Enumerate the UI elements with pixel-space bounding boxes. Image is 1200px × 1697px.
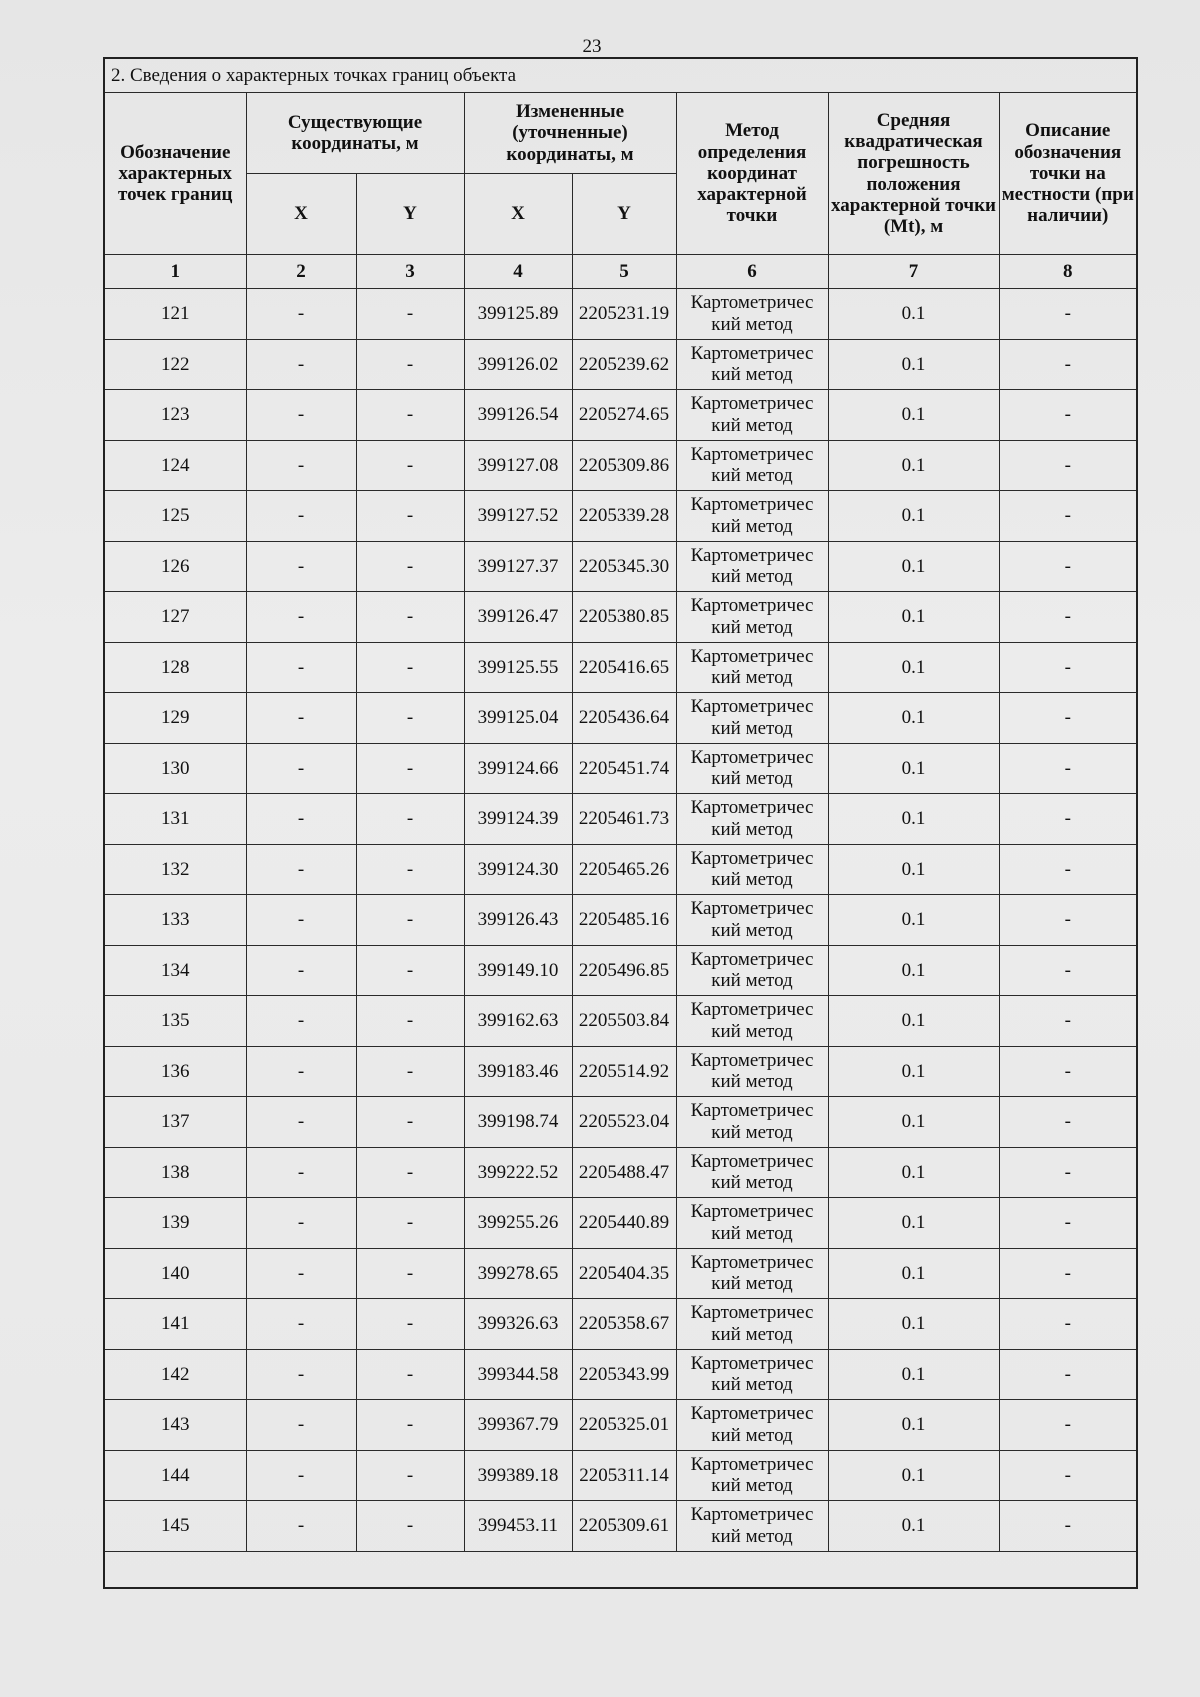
existing-x-cell: - [246,1450,356,1501]
changed-x-cell: 399453.11 [464,1501,572,1552]
method-cell: Картометричес кий метод [676,390,828,441]
table-row [104,1097,1137,1148]
table-row [104,996,1137,1047]
point-id-cell: 124 [104,440,246,491]
description-cell: - [999,1046,1137,1097]
table-row [104,592,1137,643]
existing-x-cell: - [246,339,356,390]
existing-x-cell: - [246,693,356,744]
table-row [104,945,1137,996]
existing-y-cell: - [356,1450,464,1501]
table-row [104,844,1137,895]
existing-y-cell: - [356,1349,464,1400]
changed-y-cell: 2205488.47 [572,1147,676,1198]
description-cell: - [999,1450,1137,1501]
changed-x-cell: 399126.02 [464,339,572,390]
existing-x-cell: - [246,895,356,946]
error-cell: 0.1 [828,1450,999,1501]
error-cell: 0.1 [828,1400,999,1451]
existing-y-cell: - [356,1046,464,1097]
existing-y-cell: - [356,289,464,340]
existing-y-cell: - [356,996,464,1047]
existing-y-cell: - [356,1198,464,1249]
changed-y-cell: 2205485.16 [572,895,676,946]
existing-x-cell: - [246,1349,356,1400]
page-number: 23 [582,36,602,57]
changed-x-cell: 399255.26 [464,1198,572,1249]
table-body [104,289,1137,1552]
point-id-cell: 125 [104,491,246,542]
point-id-cell: 136 [104,1046,246,1097]
existing-y-cell: - [356,440,464,491]
existing-y-cell: - [356,1400,464,1451]
point-id-cell: 129 [104,693,246,744]
table-row [104,1198,1137,1249]
existing-x-cell: - [246,642,356,693]
changed-y-cell: 2205274.65 [572,390,676,441]
description-cell: - [999,642,1137,693]
changed-x-cell: 399127.52 [464,491,572,542]
existing-y-cell: - [356,1097,464,1148]
point-id-cell: 145 [104,1501,246,1552]
method-cell: Картометричес кий метод [676,289,828,340]
description-cell: - [999,794,1137,845]
error-cell: 0.1 [828,390,999,441]
method-cell: Картометричес кий метод [676,1501,828,1552]
table-row [104,1450,1137,1501]
description-cell: - [999,1349,1137,1400]
point-id-cell: 138 [104,1147,246,1198]
table-row [104,1248,1137,1299]
existing-y-cell: - [356,844,464,895]
description-cell: - [999,1147,1137,1198]
existing-x-cell: - [246,541,356,592]
error-cell: 0.1 [828,289,999,340]
existing-x-cell: - [246,390,356,441]
error-cell: 0.1 [828,1147,999,1198]
error-cell: 0.1 [828,895,999,946]
method-cell: Картометричес кий метод [676,642,828,693]
changed-y-cell: 2205523.04 [572,1097,676,1148]
existing-y-cell: - [356,390,464,441]
existing-y-cell: - [356,592,464,643]
method-cell: Картометричес кий метод [676,794,828,845]
changed-x-cell: 399125.89 [464,289,572,340]
description-cell: - [999,1501,1137,1552]
column-number: 7 [828,255,999,289]
error-cell: 0.1 [828,996,999,1047]
changed-x-cell: 399183.46 [464,1046,572,1097]
method-cell: Картометричес кий метод [676,339,828,390]
header-error: Средняя квадратическая погрешность положения характерной точки (Mt), м [828,93,999,255]
method-cell: Картометричес кий метод [676,440,828,491]
existing-y-cell: - [356,642,464,693]
changed-y-cell: 2205309.86 [572,440,676,491]
method-cell: Картометричес кий метод [676,491,828,542]
method-cell: Картометричес кий метод [676,945,828,996]
table-row [104,1349,1137,1400]
method-cell: Картометричес кий метод [676,1198,828,1249]
description-cell: - [999,289,1137,340]
changed-x-cell: 399278.65 [464,1248,572,1299]
error-cell: 0.1 [828,491,999,542]
table-row [104,693,1137,744]
table-row [104,491,1137,542]
error-cell: 0.1 [828,1501,999,1552]
existing-x-cell: - [246,592,356,643]
description-cell: - [999,1198,1137,1249]
existing-x-cell: - [246,1097,356,1148]
point-id-cell: 143 [104,1400,246,1451]
existing-y-cell: - [356,794,464,845]
changed-y-cell: 2205380.85 [572,592,676,643]
existing-x-cell: - [246,844,356,895]
method-cell: Картометричес кий метод [676,844,828,895]
error-cell: 0.1 [828,592,999,643]
column-number: 5 [572,255,676,289]
existing-x-cell: - [246,1501,356,1552]
point-id-cell: 142 [104,1349,246,1400]
error-cell: 0.1 [828,1349,999,1400]
point-id-cell: 123 [104,390,246,441]
changed-x-cell: 399367.79 [464,1400,572,1451]
method-cell: Картометричес кий метод [676,1400,828,1451]
table-row [104,1299,1137,1350]
method-cell: Картометричес кий метод [676,996,828,1047]
description-cell: - [999,945,1137,996]
column-number: 1 [104,255,246,289]
header-existing-x: X [246,174,356,255]
existing-x-cell: - [246,1299,356,1350]
point-id-cell: 133 [104,895,246,946]
changed-x-cell: 399126.54 [464,390,572,441]
existing-y-cell: - [356,1501,464,1552]
section-title: 2. Сведения о характерных точках границ объекта [104,58,1137,93]
error-cell: 0.1 [828,642,999,693]
error-cell: 0.1 [828,1248,999,1299]
error-cell: 0.1 [828,693,999,744]
table-row [104,1147,1137,1198]
existing-x-cell: - [246,1046,356,1097]
column-number: 8 [999,255,1137,289]
changed-x-cell: 399125.55 [464,642,572,693]
method-cell: Картометричес кий метод [676,743,828,794]
changed-x-cell: 399162.63 [464,996,572,1047]
changed-y-cell: 2205309.61 [572,1501,676,1552]
point-id-cell: 126 [104,541,246,592]
description-cell: - [999,390,1137,441]
existing-y-cell: - [356,1147,464,1198]
existing-x-cell: - [246,1147,356,1198]
existing-y-cell: - [356,743,464,794]
description-cell: - [999,541,1137,592]
point-id-cell: 137 [104,1097,246,1148]
point-id-cell: 144 [104,1450,246,1501]
description-cell: - [999,996,1137,1047]
changed-x-cell: 399326.63 [464,1299,572,1350]
header-designation: Обозначение характерных точек границ [104,93,246,255]
description-cell: - [999,1248,1137,1299]
changed-y-cell: 2205311.14 [572,1450,676,1501]
header-changed-x: X [464,174,572,255]
point-id-cell: 140 [104,1248,246,1299]
existing-x-cell: - [246,1248,356,1299]
table-row [104,390,1137,441]
changed-y-cell: 2205404.35 [572,1248,676,1299]
existing-y-cell: - [356,339,464,390]
header-existing-y: Y [356,174,464,255]
changed-x-cell: 399344.58 [464,1349,572,1400]
point-id-cell: 135 [104,996,246,1047]
method-cell: Картометричес кий метод [676,1046,828,1097]
changed-y-cell: 2205339.28 [572,491,676,542]
existing-x-cell: - [246,491,356,542]
description-cell: - [999,491,1137,542]
description-cell: - [999,743,1137,794]
existing-y-cell: - [356,1299,464,1350]
changed-y-cell: 2205496.85 [572,945,676,996]
changed-y-cell: 2205239.62 [572,339,676,390]
description-cell: - [999,339,1137,390]
header-existing-coordinates: Существующие координаты, м [246,93,464,174]
point-id-cell: 141 [104,1299,246,1350]
column-number: 2 [246,255,356,289]
point-id-cell: 127 [104,592,246,643]
table-row [104,895,1137,946]
changed-y-cell: 2205358.67 [572,1299,676,1350]
changed-y-cell: 2205461.73 [572,794,676,845]
description-cell: - [999,440,1137,491]
changed-y-cell: 2205440.89 [572,1198,676,1249]
changed-x-cell: 399222.52 [464,1147,572,1198]
changed-x-cell: 399125.04 [464,693,572,744]
table-row [104,743,1137,794]
changed-x-cell: 399124.30 [464,844,572,895]
empty-footer-row [104,1551,1137,1588]
changed-x-cell: 399389.18 [464,1450,572,1501]
boundary-points-table [103,57,1138,1589]
table-row [104,794,1137,845]
point-id-cell: 134 [104,945,246,996]
point-id-cell: 139 [104,1198,246,1249]
changed-y-cell: 2205416.65 [572,642,676,693]
error-cell: 0.1 [828,1198,999,1249]
column-number: 3 [356,255,464,289]
existing-y-cell: - [356,693,464,744]
header-changed-coordinates: Измененные (уточненные) координаты, м [464,93,676,174]
error-cell: 0.1 [828,440,999,491]
existing-x-cell: - [246,289,356,340]
method-cell: Картометричес кий метод [676,895,828,946]
description-cell: - [999,895,1137,946]
changed-y-cell: 2205325.01 [572,1400,676,1451]
changed-x-cell: 399124.66 [464,743,572,794]
method-cell: Картометричес кий метод [676,1450,828,1501]
existing-y-cell: - [356,895,464,946]
changed-y-cell: 2205514.92 [572,1046,676,1097]
changed-x-cell: 399127.37 [464,541,572,592]
existing-y-cell: - [356,945,464,996]
error-cell: 0.1 [828,1299,999,1350]
changed-y-cell: 2205231.19 [572,289,676,340]
existing-x-cell: - [246,794,356,845]
method-cell: Картометричес кий метод [676,592,828,643]
table-row [104,541,1137,592]
header-description: Описание обозначения точки на местности (при наличии) [999,93,1137,255]
method-cell: Картометричес кий метод [676,693,828,744]
changed-x-cell: 399127.08 [464,440,572,491]
point-id-cell: 130 [104,743,246,794]
column-number: 6 [676,255,828,289]
table-row [104,289,1137,340]
point-id-cell: 131 [104,794,246,845]
header-method: Метод определения координат характерной точки [676,93,828,255]
changed-y-cell: 2205436.64 [572,693,676,744]
table-row [104,339,1137,390]
table-row [104,1501,1137,1552]
point-id-cell: 121 [104,289,246,340]
table-row [104,440,1137,491]
error-cell: 0.1 [828,1046,999,1097]
table-row [104,1046,1137,1097]
point-id-cell: 122 [104,339,246,390]
changed-y-cell: 2205343.99 [572,1349,676,1400]
description-cell: - [999,1299,1137,1350]
error-cell: 0.1 [828,844,999,895]
existing-x-cell: - [246,440,356,491]
method-cell: Картометричес кий метод [676,1349,828,1400]
existing-y-cell: - [356,1248,464,1299]
method-cell: Картометричес кий метод [676,1147,828,1198]
error-cell: 0.1 [828,945,999,996]
point-id-cell: 132 [104,844,246,895]
error-cell: 0.1 [828,743,999,794]
header-changed-y: Y [572,174,676,255]
existing-y-cell: - [356,491,464,542]
method-cell: Картометричес кий метод [676,1097,828,1148]
changed-y-cell: 2205503.84 [572,996,676,1047]
changed-x-cell: 399149.10 [464,945,572,996]
existing-x-cell: - [246,1400,356,1451]
error-cell: 0.1 [828,339,999,390]
table-row [104,1400,1137,1451]
changed-x-cell: 399198.74 [464,1097,572,1148]
changed-x-cell: 399124.39 [464,794,572,845]
method-cell: Картометричес кий метод [676,1299,828,1350]
description-cell: - [999,693,1137,744]
existing-x-cell: - [246,743,356,794]
existing-x-cell: - [246,945,356,996]
existing-x-cell: - [246,996,356,1047]
description-cell: - [999,1400,1137,1451]
changed-y-cell: 2205451.74 [572,743,676,794]
changed-x-cell: 399126.43 [464,895,572,946]
error-cell: 0.1 [828,541,999,592]
changed-y-cell: 2205345.30 [572,541,676,592]
point-id-cell: 128 [104,642,246,693]
error-cell: 0.1 [828,1097,999,1148]
method-cell: Картометричес кий метод [676,541,828,592]
table-row [104,642,1137,693]
description-cell: - [999,592,1137,643]
changed-x-cell: 399126.47 [464,592,572,643]
method-cell: Картометричес кий метод [676,1248,828,1299]
description-cell: - [999,1097,1137,1148]
description-cell: - [999,844,1137,895]
existing-y-cell: - [356,541,464,592]
changed-y-cell: 2205465.26 [572,844,676,895]
error-cell: 0.1 [828,794,999,845]
existing-x-cell: - [246,1198,356,1249]
column-number: 4 [464,255,572,289]
